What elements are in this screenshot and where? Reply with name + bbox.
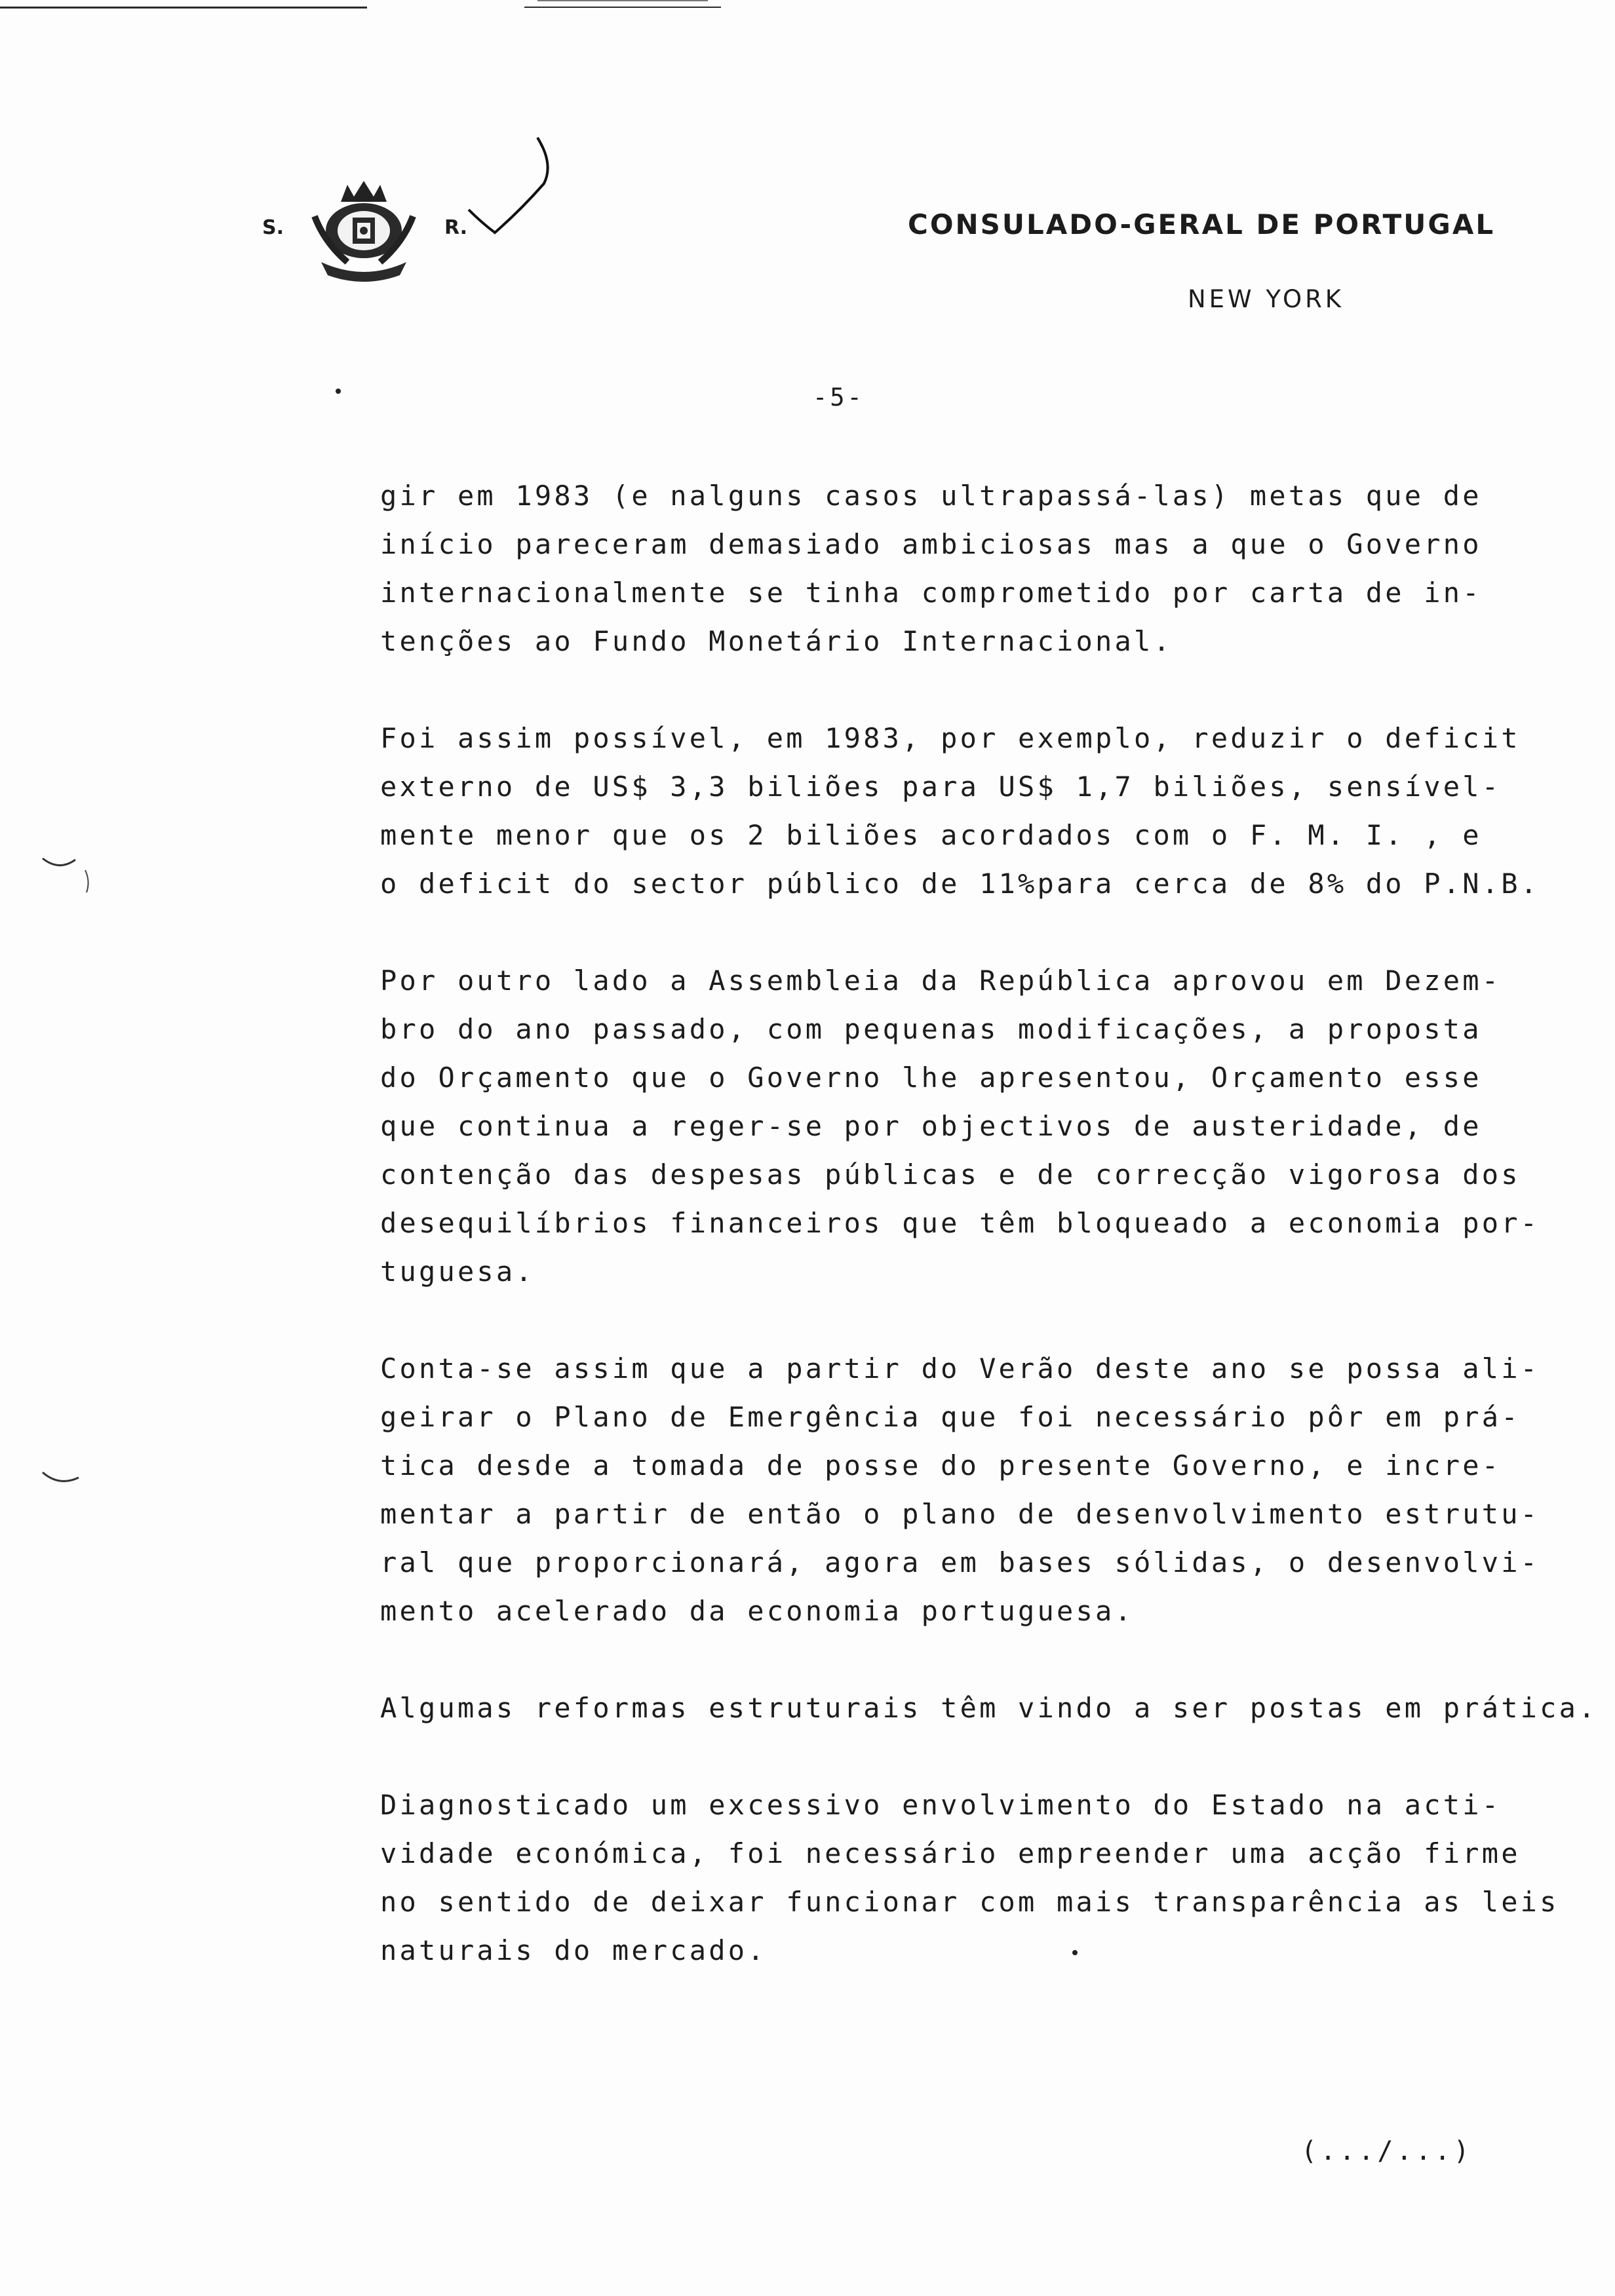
letterhead-left-letter: S. [262,216,284,239]
text-line: Algumas reformas estruturais têm vindo a ser postas em prática. [380,1692,1598,1724]
scan-edge-line [524,7,721,8]
text-line: externo de US$ 3,3 biliões para US$ 1,7 biliões, sensível- [380,771,1502,803]
coat-of-arms-seal-icon [302,177,426,282]
scan-edge-line [0,7,367,9]
text-line: contenção das despesas públicas e de correcção vigorosa dos [380,1158,1521,1191]
text-line: vidade económica, foi necessário empreender uma acção firme [380,1837,1521,1869]
paragraph [380,1684,1599,1732]
text-line: Diagnosticado um excessivo envolvimento do Estado na acti- [380,1789,1502,1821]
text-line: ral que proporcionará, agora em bases sólidas, o desenvolvi- [380,1546,1540,1578]
text-line: gir em 1983 (e nalguns casos ultrapassá-las) metas que de [380,480,1482,512]
text-line: no sentido de deixar funcionar com mais transparência as leis [380,1886,1559,1918]
page-number: -5- [813,383,865,411]
stray-dot [1072,1950,1078,1955]
paragraph [380,1781,1599,1975]
text-line: internacionalmente se tinha comprometido por carta de in- [380,577,1482,609]
text-line: Conta-se assim que a partir do Verão deste ano se possa ali- [380,1352,1540,1385]
text-line: tuguesa. [380,1255,535,1288]
text-line: tica desde a tomada de posse do presente Governo, e incre- [380,1449,1502,1482]
text-line: Por outro lado a Assembleia da República aprovou em Dezem- [380,965,1502,997]
scan-edge-line [537,0,708,1]
text-line: tenções ao Fundo Monetário Internacional. [380,625,1173,657]
text-line: início pareceram demasiado ambiciosas mas a que o Governo [380,528,1482,560]
handwritten-initial-mark [462,131,580,242]
letterhead-right-letter: R. [444,216,468,239]
paragraph [380,957,1599,1296]
letterhead [256,131,1534,328]
text-line: do Orçamento que o Governo lhe apresentou, Orçamento esse [380,1062,1482,1094]
letter-body [380,472,1599,2023]
text-line: bro do ano passado, com pequenas modificações, a proposta [380,1013,1482,1045]
text-line: Foi assim possível, em 1983, por exemplo, reduzir o deficit [380,722,1521,754]
text-line: naturais do mercado. [380,1934,767,1966]
margin-mark [39,845,98,898]
paragraph [380,472,1599,666]
consulate-city: NEW YORK [1188,285,1345,313]
text-line: o deficit do sector público de 11%para cerca de 8% do P.N.B. [380,868,1540,900]
text-line: mente menor que os 2 biliões acordados com o F. M. I. , e [380,819,1482,851]
text-line: que continua a reger-se por objectivos de austeridade, de [380,1110,1482,1142]
stray-dot [336,389,341,394]
consulate-name: CONSULADO-GERAL DE PORTUGAL [908,208,1496,240]
text-line: mento acelerado da economia portuguesa. [380,1595,1134,1627]
continuation-mark: (.../...) [1301,2136,1473,2166]
text-line: geirar o Plano de Emergência que foi necessário pôr em prá- [380,1401,1521,1433]
text-line: mentar a partir de então o plano de desenvolvimento estrutu- [380,1498,1540,1530]
paragraph [380,714,1599,908]
margin-mark [39,1464,98,1497]
text-line: desequilíbrios financeiros que têm bloqueado a economia por- [380,1207,1540,1239]
paragraph [380,1345,1599,1636]
